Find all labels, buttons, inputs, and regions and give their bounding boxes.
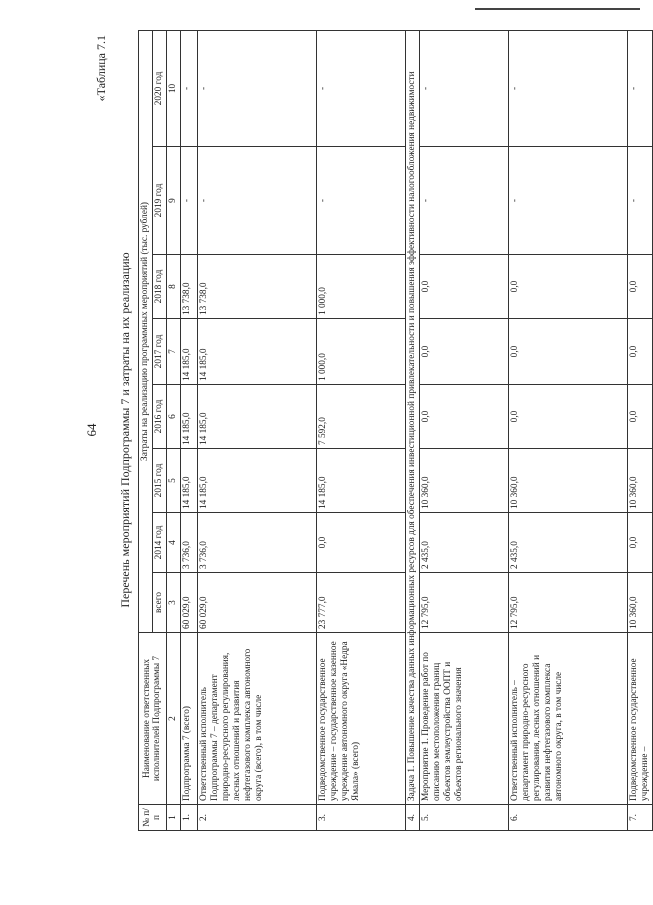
table-row (405, 30, 419, 830)
header-year: 2014 год (152, 513, 166, 573)
row-value: 3 736,0 (180, 513, 197, 573)
header-costs: Затраты на реализацию программных мероприятий (тыс. рублей) (139, 30, 153, 632)
row-value: - (627, 30, 652, 146)
header-year: 2016 год (152, 385, 166, 449)
col-number: 2 (166, 633, 180, 805)
task-heading: Задача 1. Повышение качества данных информационных ресурсов для обеспечения инвестиционной привлекательности и повышения эффективности налогообложения недвижимости (405, 30, 419, 804)
row-value: 13 738,0 (180, 255, 197, 319)
row-value: 3 736,0 (197, 513, 316, 573)
row-number: 7. (627, 805, 652, 831)
header-year: 2019 год (152, 147, 166, 255)
row-value: 0,0 (508, 319, 627, 385)
row-value: 13 738,0 (197, 255, 316, 319)
row-value: 14 185,0 (180, 385, 197, 449)
col-number: 10 (166, 30, 180, 146)
table-row (627, 30, 652, 830)
header-num: № п/п (139, 805, 167, 831)
row-value: 0,0 (627, 513, 652, 573)
row-value: 14 185,0 (316, 449, 405, 513)
col-number: 8 (166, 255, 180, 319)
row-value: 0,0 (508, 255, 627, 319)
row-value: 0,0 (419, 319, 508, 385)
row-value: - (180, 147, 197, 255)
row-number: 3. (316, 805, 405, 831)
col-number: 3 (166, 573, 180, 633)
row-value: - (419, 147, 508, 255)
row-value: 0,0 (627, 385, 652, 449)
row-value: 10 360,0 (508, 449, 627, 513)
table-row (197, 30, 316, 830)
row-name: Подпрограмма 7 (всего) (180, 633, 197, 805)
row-value: 10 360,0 (627, 449, 652, 513)
col-number: 6 (166, 385, 180, 449)
row-value: 0,0 (508, 385, 627, 449)
row-value: 12 795,0 (508, 573, 627, 633)
row-value: 14 185,0 (197, 319, 316, 385)
row-value: - (197, 30, 316, 146)
col-number: 5 (166, 449, 180, 513)
row-number: 6. (508, 805, 627, 831)
header-year: 2015 год (152, 449, 166, 513)
header-year: 2017 год (152, 319, 166, 385)
row-value: - (180, 30, 197, 146)
rotated-sheet (60, 25, 650, 835)
header-year: 2020 год (152, 30, 166, 146)
row-value: 2 435,0 (419, 513, 508, 573)
row-value: 0,0 (419, 385, 508, 449)
header-year: всего (152, 573, 166, 633)
costs-table (138, 30, 653, 831)
row-value: 60 029,0 (180, 573, 197, 633)
table-row (316, 30, 405, 830)
row-name: Подведомственное государственное учреждение – (627, 633, 652, 805)
row-value: 0,0 (316, 513, 405, 573)
table-row (508, 30, 627, 830)
row-value: 7 592,0 (316, 385, 405, 449)
row-value: 0,0 (627, 319, 652, 385)
header-row-1 (139, 30, 153, 830)
row-value: - (508, 30, 627, 146)
row-name: Подведомственное государственное учреждение – государственное казенное учреждение автономного округа «Недра Ямала» (всего) (316, 633, 405, 805)
col-number: 9 (166, 147, 180, 255)
row-value: 14 185,0 (197, 385, 316, 449)
row-value: 1 000,0 (316, 319, 405, 385)
row-value: 0,0 (419, 255, 508, 319)
row-value: - (419, 30, 508, 146)
row-value: 1 000,0 (316, 255, 405, 319)
col-number: 7 (166, 319, 180, 385)
row-value: 14 185,0 (180, 449, 197, 513)
row-value: 0,0 (627, 255, 652, 319)
row-name: Ответственный исполнитель Подпрограммы 7 – департамент природно-ресурсного регулирования, лесных отношений и развития нефтегазового комплекса автономного округа (всего), в том числе (197, 633, 316, 805)
row-number: 4. (405, 805, 419, 831)
row-value: 60 029,0 (197, 573, 316, 633)
row-value: - (197, 147, 316, 255)
table-title: Перечень мероприятий Подпрограммы 7 и затраты на их реализацию (118, 252, 132, 608)
table-label: «Таблица 7.1 (94, 35, 108, 102)
col-number: 1 (166, 805, 180, 831)
row-value: 14 185,0 (180, 319, 197, 385)
row-number: 5. (419, 805, 508, 831)
row-name: Мероприятие 1. Проведение работ по описанию местоположения границ объектов землеустройства ООПТ и объектов регионального значения (419, 633, 508, 805)
column-number-row (166, 30, 180, 830)
row-value: - (627, 147, 652, 255)
row-name: Ответственный исполнитель – департамент природно-ресурсного регулирования, лесных отношений и развития нефтегазового комплекса автономного округа, в том числе (508, 633, 627, 805)
col-number: 4 (166, 513, 180, 573)
row-number: 2. (197, 805, 316, 831)
top-rule (475, 8, 640, 10)
header-name: Наименование ответственных исполнителей Подпрограммы 7 (139, 633, 167, 805)
row-value: - (508, 147, 627, 255)
header-year: 2018 год (152, 255, 166, 319)
row-value: - (316, 147, 405, 255)
table-row (180, 30, 197, 830)
row-value: 10 360,0 (627, 573, 652, 633)
table-row (419, 30, 508, 830)
row-value: 23 777,0 (316, 573, 405, 633)
row-value: 12 795,0 (419, 573, 508, 633)
row-value: 14 185,0 (197, 449, 316, 513)
page-number: 64 (84, 423, 99, 437)
row-number: 1. (180, 805, 197, 831)
row-value: 2 435,0 (508, 513, 627, 573)
row-value: 10 360,0 (419, 449, 508, 513)
row-value: - (316, 30, 405, 146)
